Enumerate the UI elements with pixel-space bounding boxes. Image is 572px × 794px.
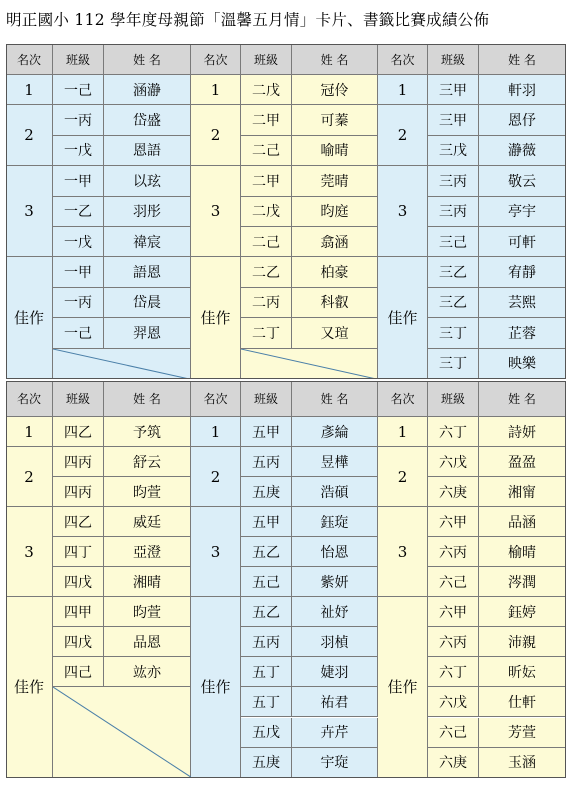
class-cell: 三丙 bbox=[428, 166, 479, 196]
class-cell: 三丁 bbox=[428, 318, 479, 348]
student-name-cell: 岱晨 bbox=[104, 288, 191, 318]
class-cell: 五甲 bbox=[241, 417, 292, 447]
header-name: 姓 名 bbox=[292, 44, 378, 75]
student-name-cell: 恩伃 bbox=[479, 105, 566, 135]
class-cell: 五庚 bbox=[241, 477, 292, 507]
class-cell: 五丙 bbox=[241, 627, 292, 657]
student-name-cell: 可軒 bbox=[479, 227, 566, 257]
student-name-cell: 卉芹 bbox=[292, 718, 378, 748]
rank-cell: 佳作 bbox=[6, 597, 53, 777]
student-name-cell: 莞晴 bbox=[292, 166, 378, 196]
student-name-cell: 羿恩 bbox=[104, 318, 191, 348]
student-name-cell: 亞澄 bbox=[104, 537, 191, 567]
class-cell: 二甲 bbox=[241, 166, 292, 196]
header-rank: 名次 bbox=[378, 381, 428, 417]
rank-cell: 2 bbox=[378, 447, 428, 507]
student-name-cell: 可蓁 bbox=[292, 105, 378, 135]
class-cell: 六戊 bbox=[428, 687, 479, 717]
student-name-cell: 昕妘 bbox=[479, 657, 566, 687]
empty-cell bbox=[53, 349, 191, 379]
student-name-cell: 鈺琁 bbox=[292, 507, 378, 537]
class-cell: 六丙 bbox=[428, 627, 479, 657]
class-cell: 六戊 bbox=[428, 447, 479, 477]
class-cell: 五乙 bbox=[241, 597, 292, 627]
student-name-cell: 昀萱 bbox=[104, 477, 191, 507]
rank-cell: 2 bbox=[6, 105, 53, 166]
rank-cell: 佳作 bbox=[191, 257, 241, 379]
header-name: 姓 名 bbox=[479, 381, 566, 417]
header-rank: 名次 bbox=[6, 44, 53, 75]
rank-cell: 3 bbox=[191, 166, 241, 257]
rank-cell: 1 bbox=[378, 75, 428, 105]
class-cell: 六甲 bbox=[428, 597, 479, 627]
student-name-cell: 宥靜 bbox=[479, 257, 566, 287]
rank-cell: 佳作 bbox=[378, 597, 428, 777]
class-cell: 一甲 bbox=[53, 257, 104, 287]
student-name-cell: 軒羽 bbox=[479, 75, 566, 105]
student-name-cell: 亭宇 bbox=[479, 197, 566, 227]
class-cell: 一乙 bbox=[53, 197, 104, 227]
header-class: 班級 bbox=[428, 44, 479, 75]
empty-cell bbox=[241, 349, 378, 379]
rank-cell: 3 bbox=[6, 166, 53, 257]
class-cell: 三乙 bbox=[428, 257, 479, 287]
student-name-cell: 涵瀞 bbox=[104, 75, 191, 105]
class-cell: 六庚 bbox=[428, 748, 479, 778]
class-cell: 四己 bbox=[53, 657, 104, 687]
class-cell: 五丁 bbox=[241, 657, 292, 687]
class-cell: 一己 bbox=[53, 75, 104, 105]
student-name-cell: 昱樺 bbox=[292, 447, 378, 477]
student-name-cell: 彥綸 bbox=[292, 417, 378, 447]
class-cell: 五己 bbox=[241, 567, 292, 597]
student-name-cell: 祉妤 bbox=[292, 597, 378, 627]
class-cell: 三丁 bbox=[428, 349, 479, 379]
student-name-cell: 紫妍 bbox=[292, 567, 378, 597]
class-cell: 四丙 bbox=[53, 477, 104, 507]
student-name-cell: 湘甯 bbox=[479, 477, 566, 507]
student-name-cell: 詩妍 bbox=[479, 417, 566, 447]
student-name-cell: 婕羽 bbox=[292, 657, 378, 687]
class-cell: 四甲 bbox=[53, 597, 104, 627]
class-cell: 六甲 bbox=[428, 507, 479, 537]
header-class: 班級 bbox=[241, 44, 292, 75]
header-name: 姓 名 bbox=[292, 381, 378, 417]
rank-cell: 3 bbox=[6, 507, 53, 597]
header-rank: 名次 bbox=[191, 44, 241, 75]
rank-cell: 1 bbox=[6, 75, 53, 105]
class-cell: 四戊 bbox=[53, 627, 104, 657]
student-name-cell: 榆晴 bbox=[479, 537, 566, 567]
student-name-cell: 瀞薇 bbox=[479, 136, 566, 166]
header-class: 班級 bbox=[241, 381, 292, 417]
class-cell: 五丁 bbox=[241, 687, 292, 717]
rank-cell: 2 bbox=[6, 447, 53, 507]
student-name-cell: 盈盈 bbox=[479, 447, 566, 477]
class-cell: 一丙 bbox=[53, 105, 104, 135]
header-class: 班級 bbox=[53, 44, 104, 75]
class-cell: 四乙 bbox=[53, 507, 104, 537]
student-name-cell: 羽楨 bbox=[292, 627, 378, 657]
student-name-cell: 喻晴 bbox=[292, 136, 378, 166]
class-cell: 六庚 bbox=[428, 477, 479, 507]
student-name-cell: 昀萱 bbox=[104, 597, 191, 627]
rank-cell: 2 bbox=[191, 447, 241, 507]
rank-cell: 佳作 bbox=[6, 257, 53, 379]
student-name-cell: 映樂 bbox=[479, 349, 566, 379]
class-cell: 五乙 bbox=[241, 537, 292, 567]
student-name-cell: 涔潤 bbox=[479, 567, 566, 597]
class-cell: 二丙 bbox=[241, 288, 292, 318]
rank-cell: 佳作 bbox=[191, 597, 241, 777]
rank-cell: 3 bbox=[378, 166, 428, 257]
student-name-cell: 鈺婷 bbox=[479, 597, 566, 627]
class-cell: 六丁 bbox=[428, 417, 479, 447]
rank-cell: 1 bbox=[378, 417, 428, 447]
header-class: 班級 bbox=[53, 381, 104, 417]
rank-cell: 佳作 bbox=[378, 257, 428, 379]
class-cell: 六丁 bbox=[428, 657, 479, 687]
rank-cell: 1 bbox=[191, 75, 241, 105]
class-cell: 五甲 bbox=[241, 507, 292, 537]
student-name-cell: 湘晴 bbox=[104, 567, 191, 597]
class-cell: 二己 bbox=[241, 227, 292, 257]
class-cell: 二戊 bbox=[241, 197, 292, 227]
student-name-cell: 竑亦 bbox=[104, 657, 191, 687]
class-cell: 三己 bbox=[428, 227, 479, 257]
header-name: 姓 名 bbox=[479, 44, 566, 75]
student-name-cell: 敬云 bbox=[479, 166, 566, 196]
student-name-cell: 芷蓉 bbox=[479, 318, 566, 348]
rank-cell: 3 bbox=[191, 507, 241, 597]
student-name-cell: 昀庭 bbox=[292, 197, 378, 227]
rank-cell: 3 bbox=[378, 507, 428, 597]
class-cell: 二甲 bbox=[241, 105, 292, 135]
class-cell: 四乙 bbox=[53, 417, 104, 447]
student-name-cell: 以玹 bbox=[104, 166, 191, 196]
student-name-cell: 祐君 bbox=[292, 687, 378, 717]
student-name-cell: 恩語 bbox=[104, 136, 191, 166]
class-cell: 五庚 bbox=[241, 748, 292, 778]
class-cell: 一戊 bbox=[53, 227, 104, 257]
class-cell: 三乙 bbox=[428, 288, 479, 318]
class-cell: 四戊 bbox=[53, 567, 104, 597]
student-name-cell: 浩碩 bbox=[292, 477, 378, 507]
header-name: 姓 名 bbox=[104, 44, 191, 75]
student-name-cell: 冠伶 bbox=[292, 75, 378, 105]
student-name-cell: 芸熙 bbox=[479, 288, 566, 318]
student-name-cell: 沛親 bbox=[479, 627, 566, 657]
class-cell: 四丙 bbox=[53, 447, 104, 477]
class-cell: 五丙 bbox=[241, 447, 292, 477]
page-title: 明正國小 112 學年度母親節「溫馨五月情」卡片、書籤比賽成績公佈 bbox=[6, 11, 490, 29]
class-cell: 三丙 bbox=[428, 197, 479, 227]
student-name-cell: 舒云 bbox=[104, 447, 191, 477]
class-cell: 一甲 bbox=[53, 166, 104, 196]
class-cell: 三甲 bbox=[428, 75, 479, 105]
student-name-cell: 芳萱 bbox=[479, 718, 566, 748]
class-cell: 二己 bbox=[241, 136, 292, 166]
student-name-cell: 予筑 bbox=[104, 417, 191, 447]
student-name-cell: 翕涵 bbox=[292, 227, 378, 257]
student-name-cell: 科叡 bbox=[292, 288, 378, 318]
class-cell: 六丙 bbox=[428, 537, 479, 567]
class-cell: 三甲 bbox=[428, 105, 479, 135]
header-rank: 名次 bbox=[191, 381, 241, 417]
class-cell: 二乙 bbox=[241, 257, 292, 287]
header-rank: 名次 bbox=[6, 381, 53, 417]
student-name-cell: 宇琁 bbox=[292, 748, 378, 778]
class-cell: 二戊 bbox=[241, 75, 292, 105]
student-name-cell: 品涵 bbox=[479, 507, 566, 537]
student-name-cell: 仕軒 bbox=[479, 687, 566, 717]
student-name-cell: 禕宸 bbox=[104, 227, 191, 257]
student-name-cell: 怡恩 bbox=[292, 537, 378, 567]
header-rank: 名次 bbox=[378, 44, 428, 75]
class-cell: 四丁 bbox=[53, 537, 104, 567]
student-name-cell: 威廷 bbox=[104, 507, 191, 537]
class-cell: 五戊 bbox=[241, 718, 292, 748]
student-name-cell: 柏豪 bbox=[292, 257, 378, 287]
empty-cell bbox=[53, 687, 191, 777]
student-name-cell: 又瑄 bbox=[292, 318, 378, 348]
class-cell: 一丙 bbox=[53, 288, 104, 318]
class-cell: 一己 bbox=[53, 318, 104, 348]
rank-cell: 2 bbox=[191, 105, 241, 166]
rank-cell: 2 bbox=[378, 105, 428, 166]
student-name-cell: 岱盛 bbox=[104, 105, 191, 135]
class-cell: 二丁 bbox=[241, 318, 292, 348]
rank-cell: 1 bbox=[191, 417, 241, 447]
class-cell: 六己 bbox=[428, 718, 479, 748]
student-name-cell: 品恩 bbox=[104, 627, 191, 657]
student-name-cell: 玉涵 bbox=[479, 748, 566, 778]
class-cell: 一戊 bbox=[53, 136, 104, 166]
rank-cell: 1 bbox=[6, 417, 53, 447]
class-cell: 六己 bbox=[428, 567, 479, 597]
student-name-cell: 語恩 bbox=[104, 257, 191, 287]
header-name: 姓 名 bbox=[104, 381, 191, 417]
class-cell: 三戊 bbox=[428, 136, 479, 166]
header-class: 班級 bbox=[428, 381, 479, 417]
student-name-cell: 羽彤 bbox=[104, 197, 191, 227]
